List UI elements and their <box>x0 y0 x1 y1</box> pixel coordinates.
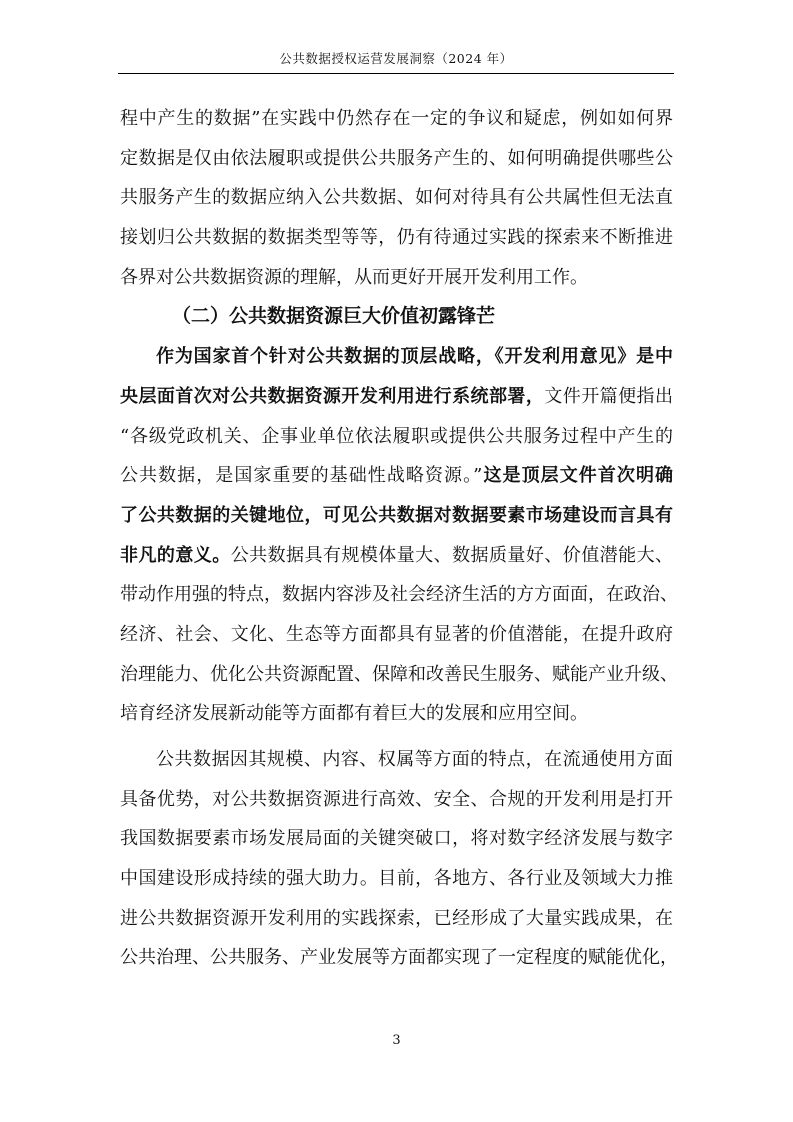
text-line: “各级党政机关、企事业单位依法履职或提供公共服务过程中产生的 <box>120 425 673 447</box>
text-line: 治理能力、优化公共资源配置、保障和改善民生服务、赋能产业升级、 <box>120 663 678 685</box>
text-line: 共服务产生的数据应纳入公共数据、如何对待具有公共属性但无法直 <box>120 187 673 209</box>
text-line: 经济、社会、文化、生态等方面都具有显著的价值潜能，在提升政府 <box>120 623 673 645</box>
running-header: 公共数据授权运营发展洞察（2024 年） <box>279 51 513 66</box>
plain-text: 公共数据具有规模体量大、数据质量好、价值潜能大、 <box>230 544 674 566</box>
text-line: 程中产生的数据”在实践中仍然存在一定的争议和疑虑，例如如何界 <box>120 108 673 129</box>
bold-text: 非凡的意义。 <box>120 544 231 566</box>
text-line <box>120 536 673 576</box>
paragraph-definition-dispute <box>120 99 673 297</box>
bold-text: 央层面首次对公共数据资源开发利用进行系统部署， <box>120 385 545 407</box>
page-number: 3 <box>392 1033 401 1048</box>
text-line: 公共治理、公共服务、产业发展等方面都实现了一定程度的赋能优化， <box>120 947 678 969</box>
text-line: 我国数据要素市场发展局面的关键突破口，将对数字经济发展与数字 <box>120 828 673 850</box>
text-line: 作为国家首个针对公共数据的顶层战略，《开发利用意见》是中 <box>156 346 673 368</box>
text-line <box>120 377 673 417</box>
text-line: 带动作用强的特点，数据内容涉及社会经济生活的方方面面，在政治、 <box>120 584 678 606</box>
text-line: 各界对公共数据资源的理解，从而更好开展开发利用工作。 <box>120 266 588 288</box>
text-line: 进公共数据资源开发利用的实践探索，已经形成了大量实践成果，在 <box>120 907 673 929</box>
paragraph-development-breakthrough <box>120 740 678 978</box>
header-rule <box>118 73 674 74</box>
text-line: 定数据是仅由依法履职或提供公共服务产生的、如何明确提供哪些公 <box>120 147 673 169</box>
text-line: 培育经济发展新动能等方面都有着巨大的发展和应用空间。 <box>120 703 588 725</box>
plain-text: 公共数据，是国家重要的基础性战略资源。” <box>120 465 483 487</box>
paragraph-public-data-value <box>120 337 678 734</box>
document-body <box>120 99 678 978</box>
text-line: 接划归公共数据的数据类型等等，仍有待通过实践的探索来不断推进 <box>120 227 673 249</box>
text-line: 中国建设形成持续的强大助力。目前，各地方、各行业及领域大力推 <box>120 868 673 890</box>
text-line: 具备优势，对公共数据资源进行高效、安全、合规的开发利用是打开 <box>120 788 673 810</box>
text-line <box>120 456 673 496</box>
plain-text: 文件开篇便指出 <box>544 385 674 407</box>
section-heading: （二）公共数据资源巨大价值初露锋芒 <box>172 305 496 328</box>
text-line: 公共数据因其规模、内容、权属等方面的特点，在流通使用方面 <box>156 749 673 770</box>
text-line: 了公共数据的关键地位，可见公共数据对数据要素市场建设而言具有 <box>120 504 673 526</box>
bold-text: 这是顶层文件首次明确 <box>482 465 674 487</box>
